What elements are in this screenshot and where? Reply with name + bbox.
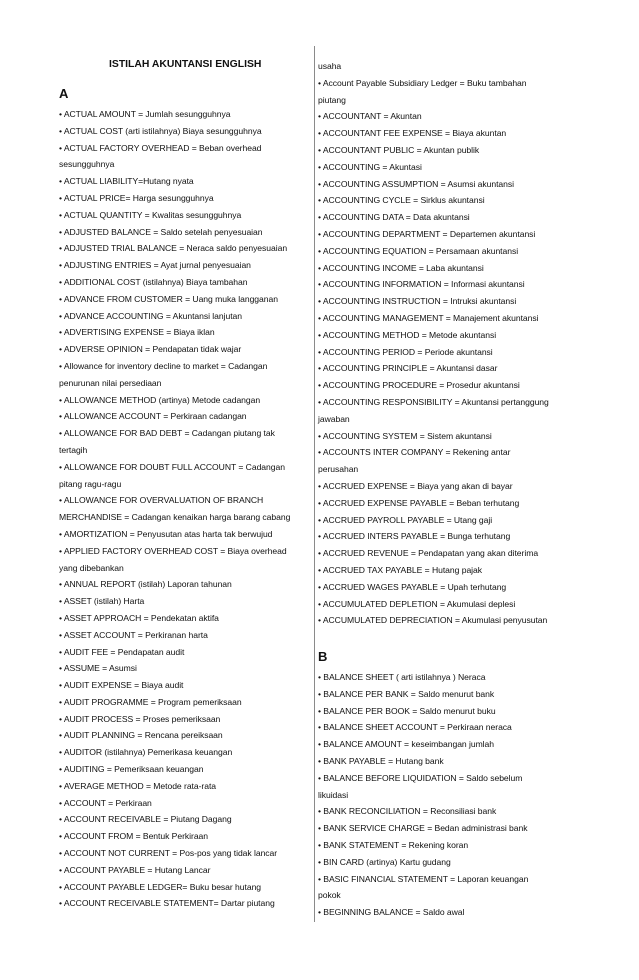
list-item: • Allowance for inventory decline to market = Cadangan [59,360,268,371]
list-item: • ACCOUNT PAYABLE LEDGER= Buku besar hutang [59,881,262,892]
list-item: • BANK RECONCILIATION = Reconsiliasi bank [318,806,497,817]
list-item: • ACCRUED PAYROLL PAYABLE = Utang gaji [318,514,493,525]
list-item: • BANK SERVICE CHARGE = Bedan administrasi bank [318,823,528,834]
list-item: • ACCOUNTING SYSTEM = Sistem akuntansi [318,430,492,441]
list-item: • ACCOUNTS INTER COMPANY = Rekening antar [318,447,511,458]
list-item: • ACTUAL COST (arti istilahnya) Biaya sesungguhnya [59,125,262,136]
list-item: • ACCOUNTING DATA = Data akuntansi [318,212,470,223]
list-item: • BALANCE SHEET ( arti istilahnya ) Neraca [318,672,486,683]
list-item: • ACCOUNTANT FEE EXPENSE = Biaya akuntan [318,128,507,139]
left-column [59,58,311,912]
list-item: • ADVANCE ACCOUNTING = Akuntansi lanjutan [59,310,243,321]
list-item: • ACCUMULATED DEPRECIATION = Akumulasi penyusutan [318,615,548,626]
list-item: • AVERAGE METHOD = Metode rata-rata [59,780,217,791]
list-item: • ACCOUNTING INFORMATION = Informasi akuntansi [318,279,525,290]
list-item: • ACCRUED EXPENSE = Biaya yang akan di bayar [318,480,513,491]
list-item-continuation: tertagih [59,444,88,455]
list-item: • BEGINNING BALANCE = Saldo awal [318,907,465,918]
list-item: • ACCOUNTING PROCEDURE = Prosedur akuntansi [318,380,520,391]
list-item: • ADJUSTING ENTRIES = Ayat jurnal penyesuaian [59,260,251,271]
list-item: • BANK STATEMENT = Rekening koran [318,840,469,851]
list-item: • ACCOUNTING ASSUMPTION = Asumsi akuntansi [318,178,514,189]
section-heading-a: A [59,86,69,101]
list-item: • ACTUAL PRICE= Harga sesungguhnya [59,192,214,203]
list-item: • AUDITOR (istilahnya) Pemerikasa keuangan [59,747,233,758]
list-item: • AUDIT FEE = Pendapatan audit [59,646,185,657]
list-item-continuation: likuidasi [318,789,349,800]
list-item: • BALANCE PER BANK = Saldo menurut bank [318,688,495,699]
list-item: • ACCOUNTING INCOME = Laba akuntansi [318,262,484,273]
list-item-continuation: pitang ragu-ragu [59,478,122,489]
list-item: • ACCOUNTING INSTRUCTION = Intruksi akuntansi [318,296,517,307]
right-column [318,58,582,921]
list-item: • ACCOUNT = Perkiraan [59,797,152,808]
list-item: • ASSUME = Asumsi [59,663,137,674]
list-item: • AUDIT EXPENSE = Biaya audit [59,680,184,691]
list-item: • BALANCE PER BOOK = Saldo menurut buku [318,705,496,716]
list-item: • ACCOUNTING DEPARTMENT = Departemen akuntansi [318,228,536,239]
list-item: • BALANCE BEFORE LIQUIDATION = Saldo sebelum [318,772,523,783]
list-item: • AUDITING = Pemeriksaan keuangan [59,764,204,775]
list-item: • ANNUAL REPORT (istilah) Laporan tahunan [59,579,232,590]
list-item-continuation: MERCHANDISE = Cadangan kenaikan harga barang cabang [59,512,291,523]
term-list-a-part1 [59,106,311,912]
list-item: • BALANCE AMOUNT = keseimbangan jumlah [318,739,495,750]
list-item: • ACTUAL FACTORY OVERHEAD = Beban overhead [59,142,262,153]
list-item: • ADVANCE FROM CUSTOMER = Uang muka langganan [59,293,278,304]
column-divider [314,46,315,922]
list-item: • ACCOUNTING = Akuntasi [318,161,422,172]
list-item: • ACCOUNTING PRINCIPLE = Akuntansi dasar [318,363,498,374]
section-heading-b: B [318,649,328,665]
list-item: • AUDIT PROGRAMME = Program pemeriksaan [59,696,242,707]
list-item: • ACCOUNTANT = Akuntan [318,111,422,122]
list-item: • ADVERSE OPINION = Pendapatan tidak wajar [59,344,242,355]
list-item-continuation: usaha [318,61,342,71]
list-item-continuation: penurunan nilai persediaan [59,377,162,388]
list-item: • ACCOUNTING CYCLE = Sirklus akuntansi [318,195,485,206]
list-item: • ACCOUNT PAYABLE = Hutang Lancar [59,864,211,875]
list-item: • ASSET ACCOUNT = Perkiranan harta [59,629,208,640]
list-item: • APPLIED FACTORY OVERHEAD COST = Biaya overhead [59,545,287,556]
list-item: • BASIC FINANCIAL STATEMENT = Laporan keuangan [318,873,529,884]
list-item: • ACCOUNTING METHOD = Metode akuntansi [318,329,497,340]
list-item: • ACCOUNTING MANAGEMENT = Manajement akuntansi [318,312,539,323]
list-item: • ADJUSTED TRIAL BALANCE = Neraca saldo penyesuaian [59,243,288,254]
list-item: • Account Payable Subsidiary Ledger = Buku tambahan [318,77,527,88]
list-item-continuation: yang dibebankan [59,562,124,573]
list-item: • AMORTIZATION = Penyusutan atas harta tak berwujud [59,528,273,539]
list-item: • ACCOUNTANT PUBLIC = Akuntan publik [318,144,480,155]
list-item: • ACCOUNTING PERIOD = Periode akuntansi [318,346,493,357]
list-item-continuation: pokok [318,890,341,901]
list-item: • ACCRUED EXPENSE PAYABLE = Beban terhutang [318,497,520,508]
list-item: • ACCOUNTING EQUATION = Persamaan akuntansi [318,245,519,256]
list-item: • ALLOWANCE METHOD (artinya) Metode cadangan [59,394,261,405]
list-item-continuation: piutang [318,94,346,105]
list-item: • ACCRUED REVENUE = Pendapatan yang akan diterima [318,548,539,559]
list-item-continuation: perusahan [318,464,359,475]
list-item: • ACCOUNT FROM = Bentuk Perkiraan [59,831,209,842]
list-item: • ALLOWANCE FOR BAD DEBT = Cadangan piutang tak [59,428,275,439]
list-item: • BANK PAYABLE = Hutang bank [318,756,444,767]
list-item: • ALLOWANCE ACCOUNT = Perkiraan cadangan [59,411,247,422]
list-item: • ACTUAL AMOUNT = Jumlah sesungguhnya [59,109,231,119]
page-title: ISTILAH AKUNTANSI ENGLISH [109,59,262,70]
list-item: • ADVERTISING EXPENSE = Biaya iklan [59,327,215,338]
list-item-continuation: jawaban [318,413,350,424]
list-item: • AUDIT PROCESS = Proses pemeriksaan [59,713,221,724]
list-item: • ACCOUNT RECEIVABLE = Piutang Dagang [59,814,232,825]
list-item: • ADDITIONAL COST (istilahnya) Biaya tambahan [59,276,248,287]
list-item: • BIN CARD (artinya) Kartu gudang [318,856,451,867]
list-item: • ACCOUNT NOT CURRENT = Pos-pos yang tidak lancar [59,848,278,859]
list-item: • ACCOUNTING RESPONSIBILITY = Akuntansi pertanggung [318,396,549,407]
list-item: • ACCUMULATED DEPLETION = Akumulasi deplesi [318,598,516,609]
term-list-a-part2 [318,58,582,629]
list-item: • ACCRUED TAX PAYABLE = Hutang pajak [318,564,483,575]
list-item: • ACCRUED INTERS PAYABLE = Bunga terhutang [318,531,511,542]
list-item: • ACTUAL QUANTITY = Kwalitas sesungguhnya [59,209,242,220]
list-item: • ACCOUNT RECEIVABLE STATEMENT= Dartar piutang [59,898,275,909]
term-list-b [318,669,582,921]
list-item: • ALLOWANCE FOR DOUBT FULL ACCOUNT = Cadangan [59,461,285,472]
list-item: • ASSET APPROACH = Pendekatan aktifa [59,612,219,623]
list-item: • ADJUSTED BALANCE = Saldo setelah penyesuaian [59,226,263,237]
list-item: • ACTUAL LIABILITY=Hutang nyata [59,176,194,187]
list-item: • ASSET (istilah) Harta [59,596,145,607]
list-item: • ACCRUED WAGES PAYABLE = Upah terhutang [318,581,507,592]
list-item: • BALANCE SHEET ACCOUNT = Perkiraan neraca [318,722,512,733]
list-item: • AUDIT PLANNING = Rencana pereiksaan [59,730,223,741]
list-item: • ALLOWANCE FOR OVERVALUATION OF BRANCH [59,495,264,506]
list-item-continuation: sesungguhnya [59,159,115,170]
